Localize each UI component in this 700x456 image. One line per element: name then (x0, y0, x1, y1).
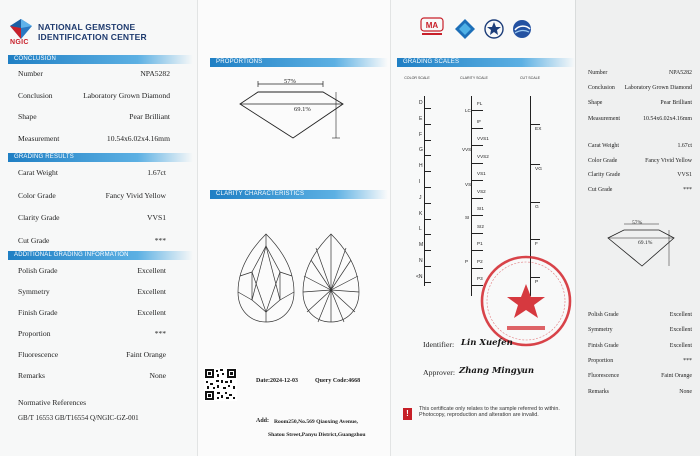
approver-label: Approver: (423, 368, 456, 377)
identifier-signature: Lin Xuefen (461, 338, 513, 348)
cut-grade: VG (535, 167, 542, 172)
row-value: 10.54x6.02x4.16mm (106, 133, 170, 143)
row-value: Excellent (669, 342, 692, 349)
row-label: Number (18, 69, 43, 78)
cut-tick (530, 202, 540, 203)
color-grade: <N (416, 273, 423, 280)
row-label: Conclusion (18, 90, 53, 100)
clarity-tick (471, 215, 483, 216)
row-label: Proportion (588, 357, 614, 364)
color-tick (424, 266, 431, 267)
color-grade: M (419, 242, 424, 249)
clarity-tick (471, 250, 483, 251)
cut-grade: F (535, 242, 538, 247)
row-value: None (149, 371, 166, 380)
color-grade: L (419, 226, 422, 233)
row-value: Fancy Vivid Yellow (105, 190, 166, 200)
proportion-diagram (218, 78, 368, 148)
row-label: Proportion (18, 329, 51, 338)
row-value: Pear Brilliant (660, 100, 692, 107)
clarity-grade: FL (477, 101, 483, 106)
row-label: Measurement (18, 133, 60, 143)
clarity-grade: P1 (477, 241, 483, 246)
official-seal-icon (479, 254, 573, 348)
row-label: Shape (588, 100, 603, 107)
clarity-scale-title: CLARITY SCALE (460, 76, 488, 80)
clarity-grade: IF (477, 118, 482, 124)
row-value: Excellent (137, 287, 166, 296)
cma-badge-icon (418, 16, 446, 38)
address-label: Add: (256, 418, 270, 424)
color-scale-title: COLOR SCALE (404, 76, 430, 80)
row-value: 10.54x6.02x4.16mm (643, 115, 692, 122)
section-proportions: PROPORTIONS (210, 58, 388, 67)
qr-code-icon[interactable] (204, 368, 237, 401)
row-label: Carat Weight (18, 168, 58, 177)
warning-icon: ! (403, 408, 412, 420)
clarity-scale-line (471, 96, 472, 296)
color-grade: J (419, 194, 422, 201)
references-title: Normative References (18, 398, 87, 407)
row-label: Number (588, 70, 608, 76)
color-tick (424, 282, 431, 283)
color-grade: F (419, 131, 423, 138)
color-tick (424, 234, 431, 235)
depth-percent: 69.1% (294, 106, 311, 113)
row-label: Remarks (18, 371, 45, 380)
cut-tick (530, 164, 540, 165)
row-label: Cut Grade (588, 186, 613, 193)
address-line1: Room250,No.569 Qiaoxing Avenue, (274, 419, 358, 425)
logo (8, 18, 193, 48)
row-label: Polish Grade (588, 312, 619, 318)
color-tick (424, 124, 431, 125)
row-value: *** (683, 357, 692, 364)
row-value: Pear Brilliant (129, 112, 170, 121)
color-tick (424, 171, 431, 172)
clarity-group: VS (465, 182, 472, 187)
panel-summary (575, 0, 700, 456)
row-label: Shape (18, 112, 37, 121)
clarity-grade: VVS2 (477, 153, 489, 159)
clarity-grade: VS2 (477, 188, 486, 194)
table-percent: 57% (284, 78, 296, 85)
row-value: None (679, 388, 692, 395)
cut-tick (530, 124, 540, 125)
row-label: Polish Grade (18, 266, 58, 275)
clarity-tick (471, 145, 483, 146)
color-tick (424, 187, 431, 188)
clarity-group: SI (465, 215, 470, 220)
color-tick (424, 203, 431, 204)
color-grade: G (419, 147, 423, 154)
clarity-grade: VS1 (477, 171, 486, 176)
org-name-line2: IDENTIFICATION CENTER (38, 31, 147, 42)
panel-main-info (0, 0, 197, 456)
clarity-plot-diagram (236, 232, 362, 324)
color-grade: E (419, 115, 423, 122)
cut-grade: P (535, 280, 539, 285)
row-label: Symmetry (18, 287, 50, 296)
color-tick (424, 250, 431, 251)
row-value: *** (154, 235, 166, 245)
row-label: Fluorescence (18, 350, 59, 359)
row-value: Excellent (137, 266, 166, 275)
row-value: NPA5282 (140, 69, 170, 78)
color-grade: K (419, 210, 423, 217)
clarity-group: LC (465, 108, 471, 113)
row-label: Color Grade (588, 157, 618, 164)
color-grade: N (419, 258, 423, 264)
clarity-grade: SI2 (477, 223, 484, 229)
clarity-tick (471, 233, 483, 234)
org-name (38, 23, 147, 42)
color-tick (424, 155, 431, 156)
section-additional: ADDITIONAL GRADING INFORMATION (8, 251, 193, 260)
clarity-group: VVS (462, 147, 472, 152)
summary-depth-percent: 69.1% (638, 240, 653, 246)
cut-grade: EX (535, 127, 542, 132)
clarity-tick (471, 198, 483, 199)
row-value: Excellent (669, 312, 692, 318)
color-grade: I (419, 179, 421, 185)
query-code: Query Code:4668 (315, 378, 361, 384)
clarity-grade: SI1 (477, 206, 484, 211)
clarity-group: P (465, 259, 469, 264)
diamond-emblem-icon (454, 18, 476, 40)
row-value: Excellent (669, 327, 692, 334)
row-value: VVS1 (147, 213, 166, 222)
row-value: *** (154, 329, 166, 338)
org-short: NGIC (10, 39, 29, 46)
references-text: GB/T 16553 GB/T16554 Q/NGIC-GZ-001 (18, 414, 139, 422)
row-value: VVS1 (677, 172, 692, 178)
row-label: Carat Weight (588, 143, 619, 149)
clarity-grade: P3 (477, 276, 483, 281)
identifier-label: Identifier: (423, 340, 455, 349)
cma-badge-text: MA (425, 21, 439, 30)
clarity-tick (471, 180, 483, 181)
row-value: 1.67ct (677, 143, 692, 149)
cut-scale-title: CUT SCALE (519, 76, 541, 80)
summary-proportion-diagram (594, 218, 694, 274)
section-clarity-characteristics: CLARITY CHARACTERISTICS (210, 190, 388, 199)
cnas-emblem-icon (483, 18, 505, 40)
section-grading-results: GRADING RESULTS (8, 153, 193, 162)
row-label: Conclusion (588, 85, 615, 92)
row-label: Fluorescence (588, 373, 620, 380)
org-name-line1: NATIONAL GEMSTONE (38, 22, 136, 32)
row-value: 1.67ct (147, 168, 166, 177)
row-value: *** (683, 186, 692, 193)
row-label: Remarks (588, 388, 609, 395)
section-grading-scales: GRADING SCALES (397, 58, 575, 67)
panel-diagrams (197, 0, 390, 456)
panel-scales (390, 0, 575, 456)
row-value: Excellent (137, 308, 166, 317)
cut-grade: G (535, 205, 539, 210)
cut-tick (530, 239, 540, 240)
summary-table-percent: 57% (632, 220, 643, 226)
clarity-tick (471, 128, 483, 129)
color-grade: D (419, 100, 423, 106)
clarity-grade: VVS1 (477, 136, 489, 141)
color-tick (424, 108, 431, 109)
row-value: Fancy Vivid Yellow (645, 157, 692, 164)
row-value: Faint Orange (661, 373, 692, 380)
address-line2: Shatou Street,Panyu District,Guangzhou (268, 432, 366, 438)
approver-signature: Zhang Mingyun (459, 366, 535, 376)
clarity-tick (471, 110, 483, 111)
notice-text: This certificate only relates to the sample referred to within. Photocopy, reproduction and alteration are invalid. (419, 406, 560, 419)
clarity-tick (471, 163, 483, 164)
row-value: Laboratory Grown Diamond (83, 90, 170, 100)
row-label: Measurement (588, 115, 621, 122)
row-label: Cut Grade (18, 235, 50, 245)
row-label: Finish Grade (18, 308, 58, 317)
row-label: Clarity Grade (18, 213, 60, 222)
clarity-grade: P2 (477, 258, 483, 264)
color-grade: H (419, 163, 423, 170)
ilac-emblem-icon (511, 18, 533, 40)
row-label: Finish Grade (588, 342, 619, 349)
row-value: Laboratory Grown Diamond (624, 85, 692, 92)
color-tick (424, 219, 431, 220)
row-label: Clarity Grade (588, 172, 621, 178)
issue-date: Date:2024-12-03 (256, 378, 298, 384)
row-value: NPA5282 (668, 70, 692, 76)
row-label: Symmetry (588, 327, 613, 334)
color-tick (424, 140, 431, 141)
section-conclusion: CONCLUSION (8, 55, 193, 64)
row-value: Faint Orange (126, 350, 166, 359)
row-label: Color Grade (18, 190, 56, 200)
